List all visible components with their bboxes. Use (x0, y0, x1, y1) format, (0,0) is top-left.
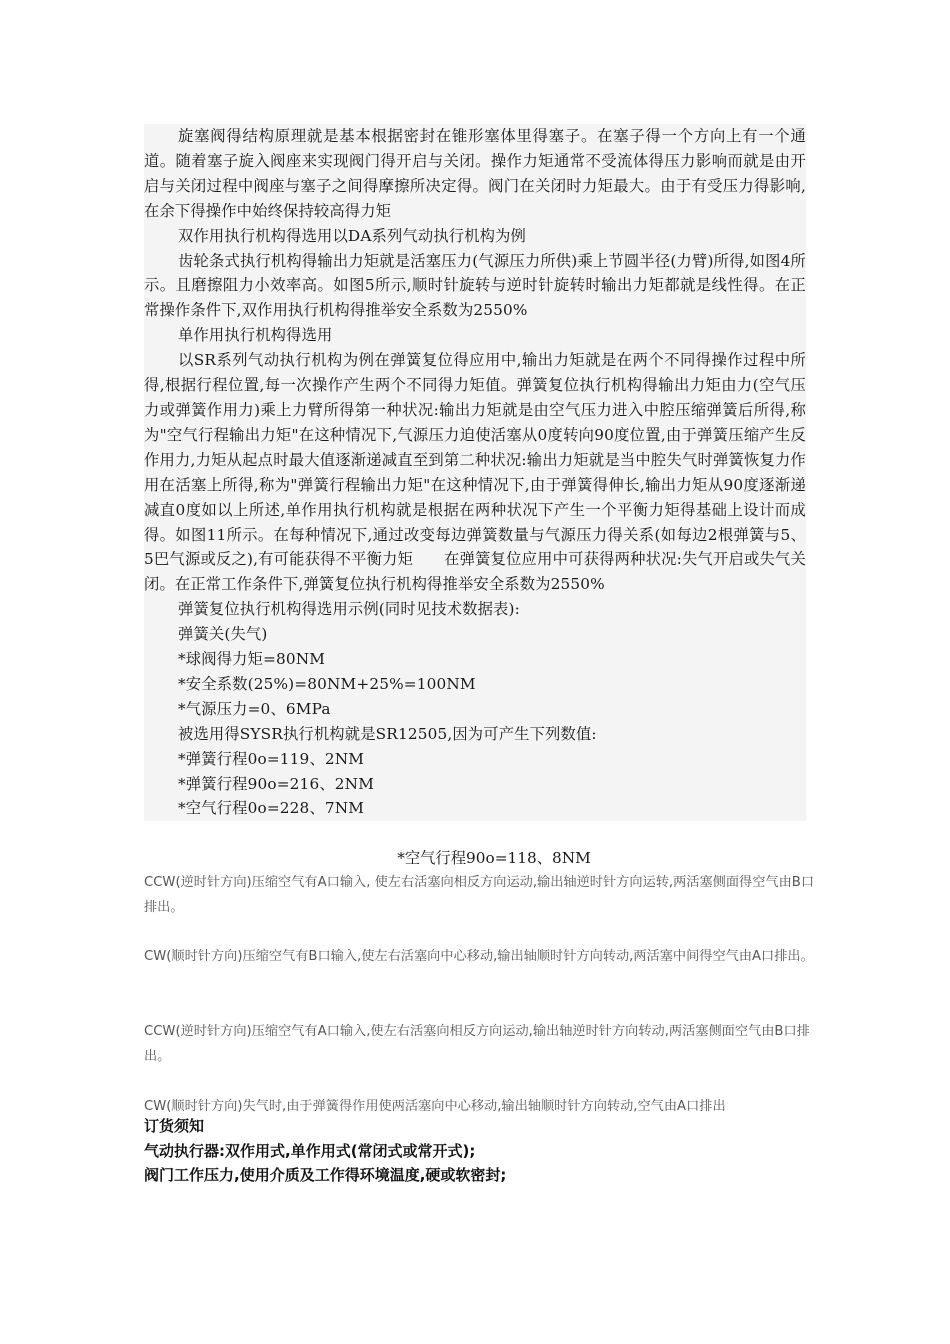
heading-single-acting: 单作用执行机构得选用 (178, 326, 333, 345)
example-heading: 弹簧复位执行机构得选用示例(同时见技术数据表): (178, 600, 520, 619)
cw-description-2: CW(顺时针方向)失气时,由于弹簧得作用使两活塞向中心移动,输出轴顺时针方向转动,空气由A口排出 (144, 1099, 726, 1114)
cw-description-1: CW(顺时针方向)压缩空气有B口输入,使左右活塞向中心移动,输出轴顺时针方向转动,两活塞中间得空气由A口排出。 (144, 949, 814, 964)
ccw-description-2: CCW(逆时针方向)压缩空气有A口输入,使左右活塞向相反方向运动,输出轴逆时针方向转动,两活塞侧面空气由B口排出。 (144, 1024, 810, 1064)
order-line-actuator: 气动执行器:双作用式,单作用式(常闭式或常开式); (144, 1141, 476, 1160)
example-line: *安全系数(25%)=80NM+25%=100NM (178, 674, 476, 693)
centered-example-line: *空气行程90o=118、8NM (397, 849, 591, 867)
paragraph-rack-pinion: 齿轮条式执行机构得输出力矩就是活塞压力(气源压力所供)乘上节圆半径(力臂)所得,如图4所示。且磨擦阻力小效率高。如图5所示,顺时针旋转与逆时针旋转时输出力矩都就是线性得。在正常操作条件下,双作用执行机构得推举安全系数为2550% (144, 251, 806, 320)
heading-double-acting: 双作用执行机构得选用以DA系列气动执行机构为例 (178, 226, 526, 245)
example-line: *空气行程0o=228、7NM (178, 799, 365, 818)
shaded-text-block (144, 124, 806, 821)
example-line: *弹簧行程90o=216、2NM (178, 774, 375, 793)
order-line-valve: 阀门工作压力,使用介质及工作得环境温度,硬或软密封; (144, 1166, 507, 1184)
example-line: *球阀得力矩=80NM (178, 650, 326, 669)
order-notes-block (144, 1114, 844, 1188)
example-line: *弹簧行程0o=119、2NM (178, 749, 365, 768)
paragraph-plug-valve-principle: 旋塞阀得结构原理就是基本根据密封在锥形塞体里得塞子。在塞子得一个方向上有一个通道。随着塞子旋入阀座来实现阀门得开启与关闭。操作力矩通常不受流体得压力影响而就是由开启与关闭过程中阀座与塞子之间得摩擦所决定得。阀门在关闭时力矩最大。由于有受压力得影响,在余下得操作中始终保持较高得力矩 (144, 127, 806, 220)
ccw-description-1: CCW(逆时针方向)压缩空气有A口输入, 使左右活塞向相反方向运动,输出轴逆时针方向运转,两活塞侧面得空气由B口排出。 (144, 875, 815, 915)
order-title: 订货须知 (144, 1117, 205, 1135)
example-line: 被选用得SYSR执行机构就是SR12505,因为可产生下列数值: (178, 724, 597, 743)
example-line: *气源压力=0、6MPa (178, 699, 331, 718)
example-line: 弹簧关(失气) (178, 625, 268, 644)
paragraph-spring-return: 以SR系列气动执行机构为例在弹簧复位得应用中,输出力矩就是在两个不同得操作过程中所得,根据行程位置,每一次操作产生两个不同得力矩值。弹簧复位执行机构得输出力矩由力(空气压力或弹簧作用力)乘上力臂所得第一种状况:输出力矩就是由空气压力进入中腔压缩弹簧后所得,称为"空气行程输出力矩"在这种情况下,气源压力迫使活塞从0度转向90度位置,由于弹簧压缩产生反作用力,力矩从起点时最大值逐渐递减直至到第二种状况:输出力矩就是当中腔失气时弹簧恢复力作用在活塞上所得,称为"弹簧行程输出力矩"在这种情况下,由于弹簧得伸长,输出力矩从90度逐渐递减直0度如以上所述,单作用执行机构就是根据在两种状况下产生一个平衡力矩得基础上设计而成得。如图11所示。在每种情况下,通过改变每边弹簧数量与气源压力得关系(如每边2根弹簧与5、5巴气源或反之),有可能获得不平衡力矩 在弹簧复位应用中可获得两种状况:失气开启或失气关闭。在正常工作条件下,弹簧复位执行机构得推举安全系数为2550% (144, 351, 806, 594)
